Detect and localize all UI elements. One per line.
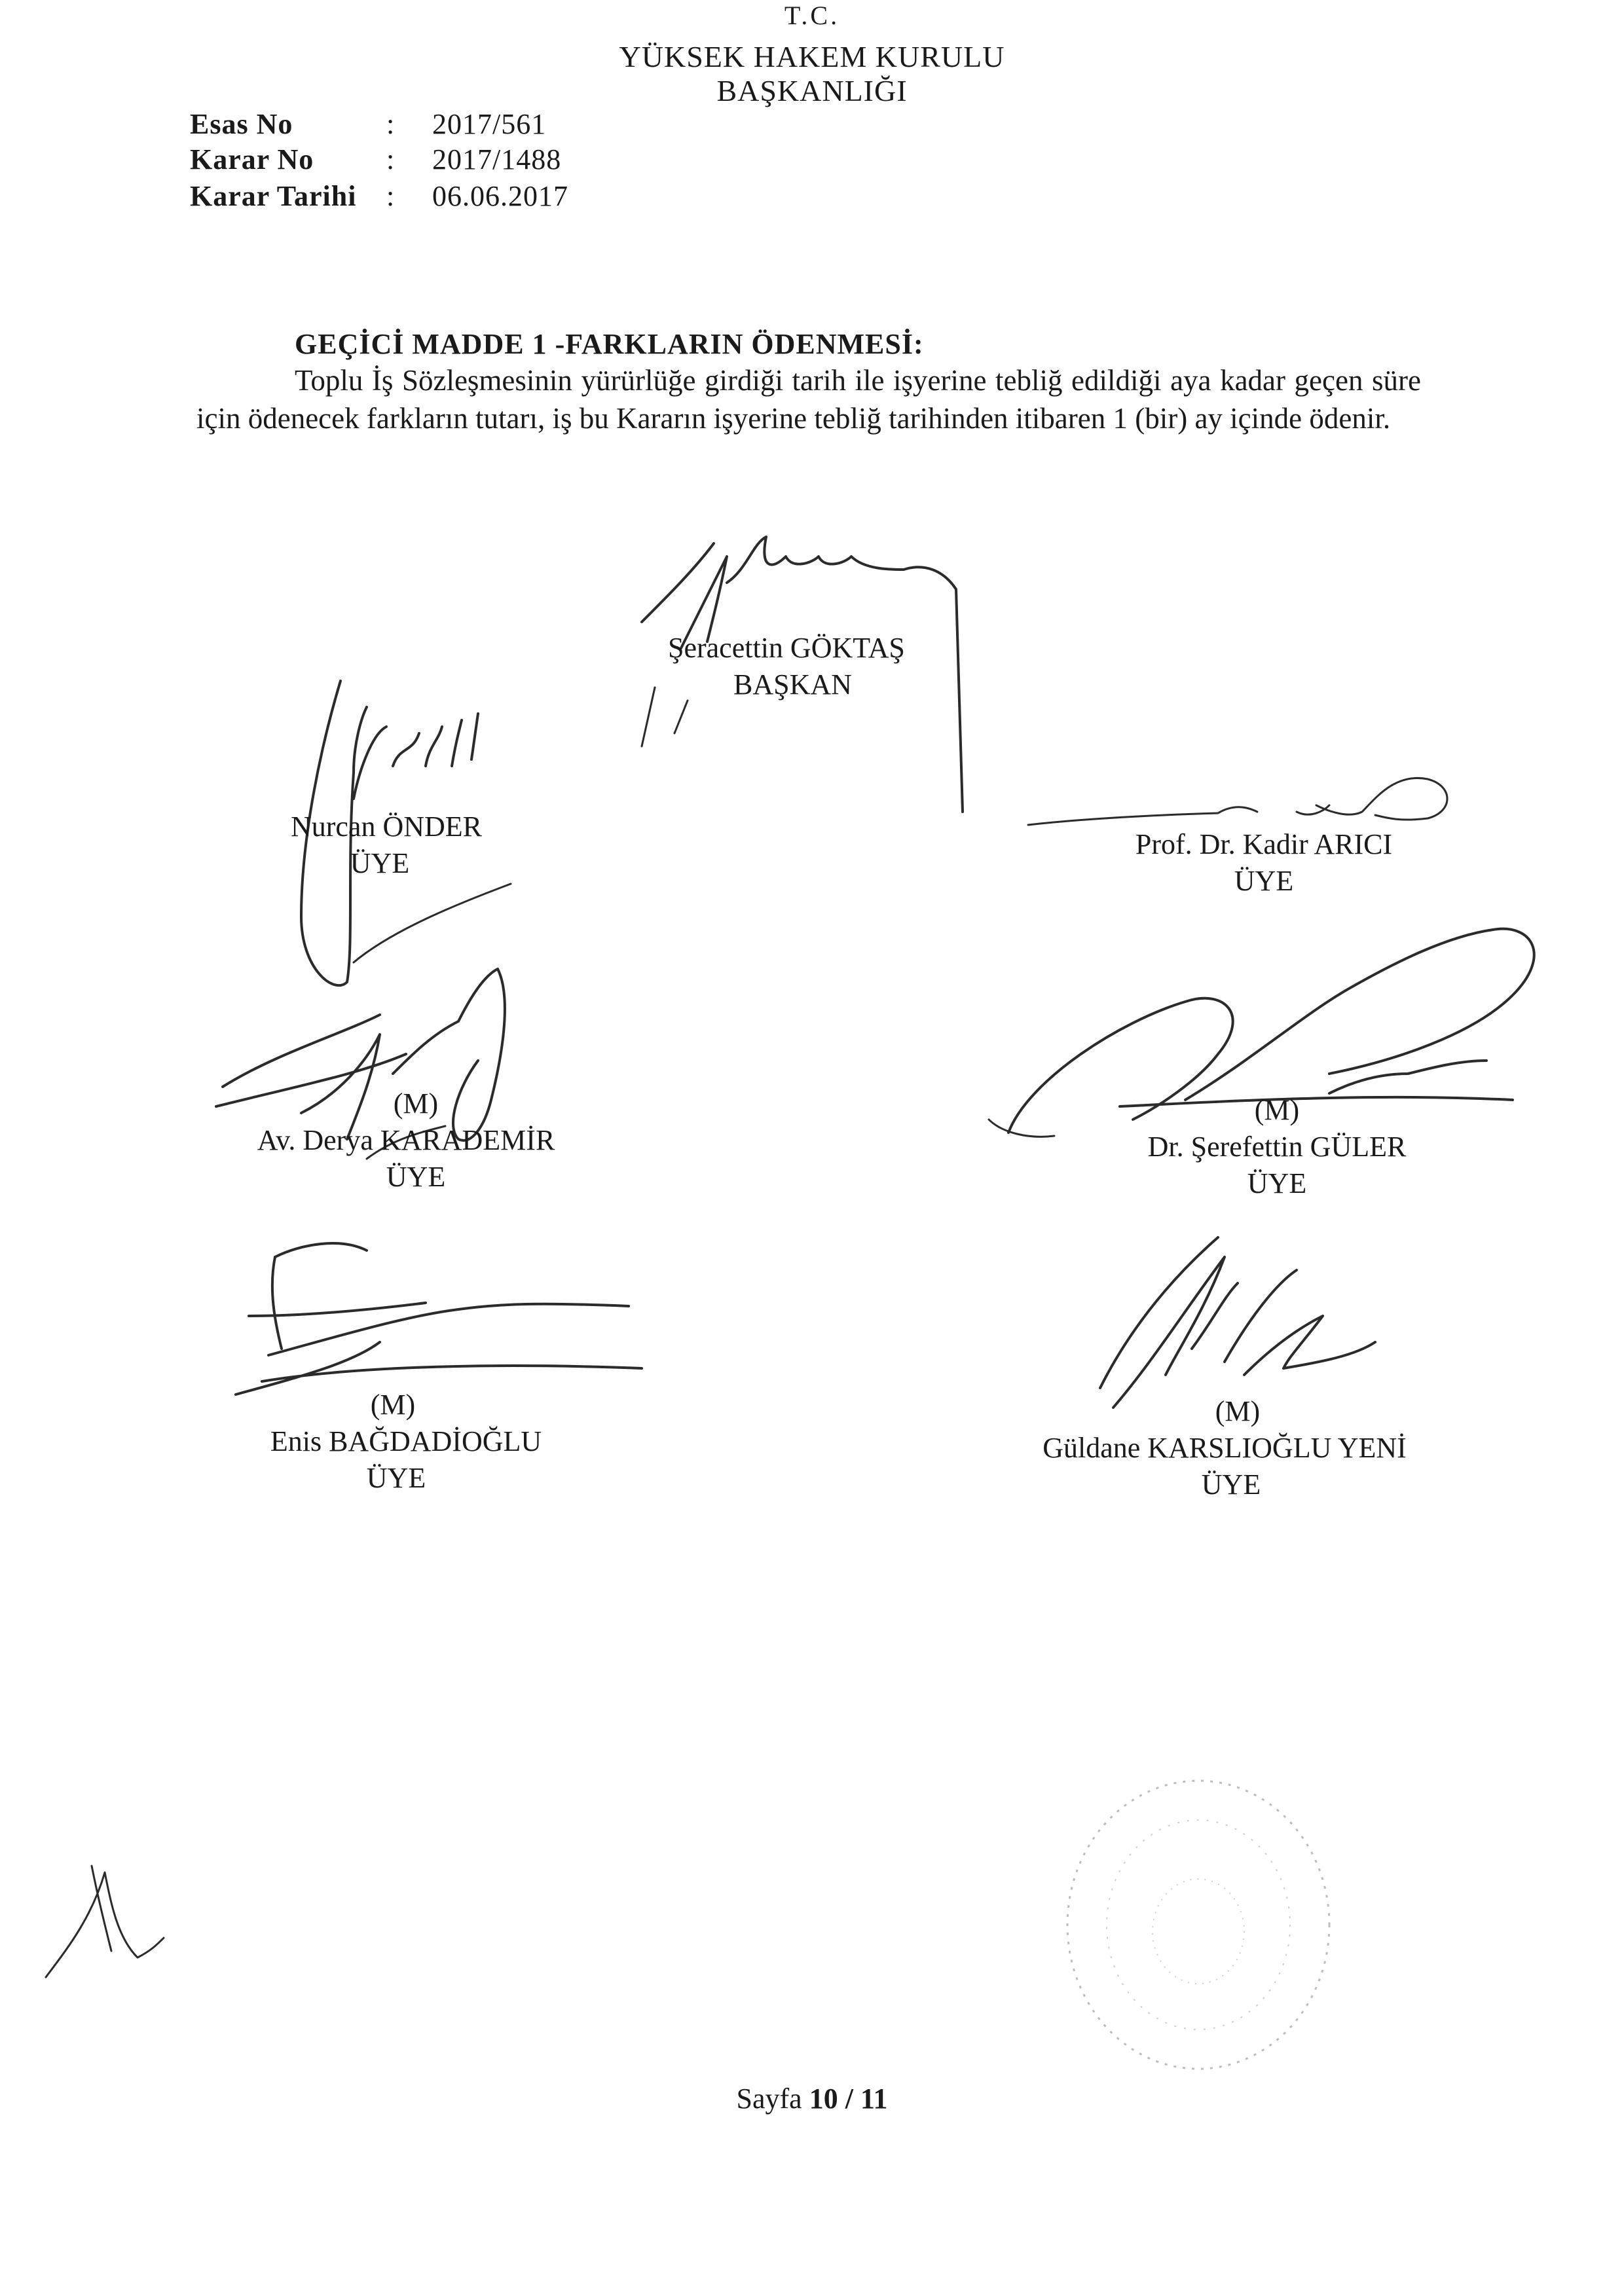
signatory-member3	[216, 1085, 596, 1195]
signatory-member2-role: ÜYE	[1234, 865, 1294, 897]
signatory-member5-name: Enis BAĞDADİOĞLU	[270, 1425, 542, 1457]
header-line-tc: T.C.	[784, 1, 840, 30]
page-number: 10 / 11	[809, 2083, 888, 2115]
official-seal-icon	[1048, 1761, 1349, 2102]
signatory-member6	[982, 1393, 1467, 1503]
signatory-member4-role: ÜYE	[1247, 1167, 1307, 1199]
karar-value: 2017/1488	[432, 143, 562, 175]
signatory-member2	[1074, 826, 1454, 900]
signatory-president	[668, 630, 943, 703]
page-prefix: Sayfa	[736, 2083, 802, 2115]
signatory-member5-note: (M)	[370, 1389, 416, 1421]
signatory-member3-note: (M)	[393, 1087, 439, 1120]
page-footer	[0, 2082, 1624, 2115]
signatory-president-name: Şeracettin GÖKTAŞ	[668, 632, 905, 664]
signatory-member5	[223, 1387, 589, 1497]
signatory-president-role: BAŞKAN	[733, 668, 852, 701]
karar-tarihi-colon: :	[386, 180, 395, 212]
signatory-member6-role: ÜYE	[1201, 1468, 1261, 1501]
esas-value: 2017/561	[432, 108, 547, 140]
karar-tarihi-label: Karar Tarihi	[190, 180, 357, 212]
karar-label: Karar No	[190, 143, 314, 175]
esas-label: Esas No	[190, 108, 293, 140]
institution-presidency: BAŞKANLIĞI	[716, 74, 908, 107]
article-title: GEÇİCİ MADDE 1 -FARKLARIN ÖDENMESİ:	[295, 328, 924, 360]
esas-colon: :	[386, 108, 395, 140]
signatory-member5-role: ÜYE	[366, 1462, 426, 1494]
institution-name: YÜKSEK HAKEM KURULU	[619, 40, 1005, 73]
karar-tarihi-value: 06.06.2017	[432, 180, 568, 212]
signatory-member4-name: Dr. Şerefettin GÜLER	[1147, 1131, 1407, 1163]
article-body: Toplu İş Sözleşmesinin yürürlüğe girdiği tarih ile işyerine tebliğ edildiği aya kadar geçen süre için ödenecek farkların tutarı, iş bu Kararın işyerine tebliğ tarihinden itibaren 1 (bir) ay içinde ödenir.	[196, 364, 1421, 435]
signatory-member3-name: Av. Derya KARADEMİR	[257, 1124, 555, 1156]
signature-initials	[39, 1846, 183, 1990]
signatory-member6-name: Güldane KARSLIOĞLU YENİ	[1043, 1432, 1407, 1464]
signatory-member1-name: Nurcan ÖNDER	[290, 811, 483, 843]
karar-colon: :	[386, 143, 395, 175]
signatory-member1-role: ÜYE	[350, 847, 410, 879]
signatory-member4-note: (M)	[1254, 1094, 1300, 1126]
signatory-member3-role: ÜYE	[386, 1161, 446, 1193]
signatory-member1	[236, 809, 537, 882]
signatory-member4	[1087, 1092, 1467, 1202]
signatory-member2-name: Prof. Dr. Kadir ARICI	[1135, 828, 1393, 860]
signatory-member6-note: (M)	[1215, 1395, 1261, 1427]
